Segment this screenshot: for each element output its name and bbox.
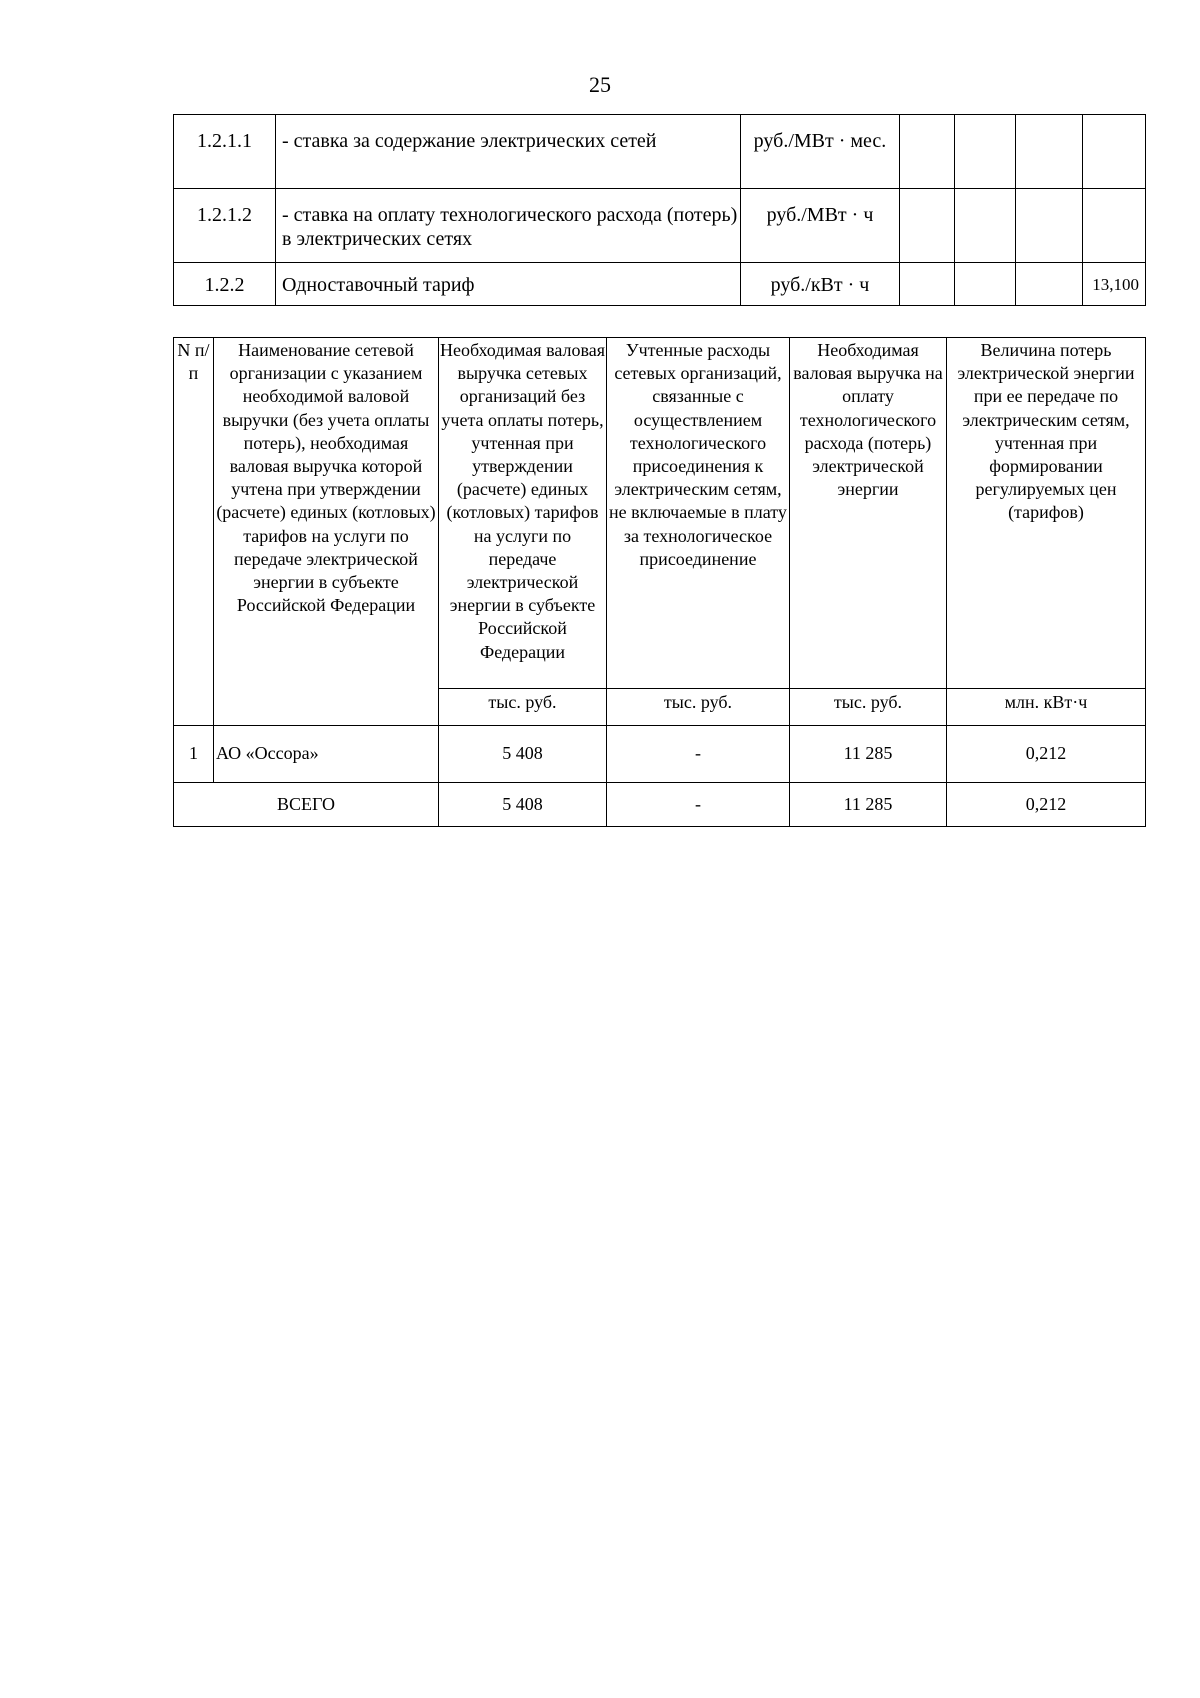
total-losses: 0,212	[947, 783, 1146, 827]
row-number: 1.2.1.2	[174, 189, 276, 263]
unit-expenses: тыс. руб.	[607, 689, 790, 726]
row-unit: руб./МВт · ч	[741, 189, 900, 263]
total-expenses: -	[607, 783, 790, 827]
total-nvv-losses: 11 285	[790, 783, 947, 827]
page-number: 25	[589, 72, 611, 97]
table-row	[174, 115, 1146, 189]
row-number: 1	[174, 726, 214, 783]
row-name: - ставка на оплату технологического расхода (потерь) в электрических сетях	[276, 189, 741, 263]
header-losses: Величина потерь электрической энергии при ее передаче по электрическим сетям, учтенная при формировании регулируемых цен (тарифов)	[947, 338, 1146, 689]
table-row	[174, 189, 1146, 263]
header-num: N п/п	[174, 338, 214, 726]
empty-cell	[1016, 263, 1083, 306]
nvv-value: 5 408	[439, 726, 607, 783]
unit-losses: млн. кВт·ч	[947, 689, 1146, 726]
row-name: Одноставочный тариф	[276, 263, 741, 306]
nvv-losses-value: 11 285	[790, 726, 947, 783]
network-organizations-table	[173, 337, 1146, 827]
row-number: 1.2.2	[174, 263, 276, 306]
row-value: 13,100	[1083, 263, 1146, 306]
empty-cell	[955, 189, 1016, 263]
header-nvv: Необходимая валовая выручка сетевых организаций без учета оплаты потерь, учтенная при утверждении (расчете) единых (котловых) тарифов на услуги по передаче электрической энергии в субъекте Российской Федерации	[439, 338, 607, 689]
losses-value: 0,212	[947, 726, 1146, 783]
empty-cell	[955, 263, 1016, 306]
row-name: - ставка за содержание электрических сетей	[276, 115, 741, 189]
row-value	[1083, 115, 1146, 189]
tariff-table	[173, 114, 1146, 306]
empty-cell	[955, 115, 1016, 189]
empty-cell	[1016, 189, 1083, 263]
unit-nvv-losses: тыс. руб.	[790, 689, 947, 726]
unit-nvv: тыс. руб.	[439, 689, 607, 726]
row-number: 1.2.1.1	[174, 115, 276, 189]
empty-cell	[900, 115, 955, 189]
row-value	[1083, 189, 1146, 263]
empty-cell	[900, 263, 955, 306]
total-label: ВСЕГО	[174, 783, 439, 827]
org-name: АО «Оссора»	[214, 726, 439, 783]
empty-cell	[900, 189, 955, 263]
table-row	[174, 263, 1146, 306]
total-row	[174, 783, 1146, 827]
total-nvv: 5 408	[439, 783, 607, 827]
header-row	[174, 338, 1146, 689]
table-row	[174, 726, 1146, 783]
expenses-value: -	[607, 726, 790, 783]
header-expenses: Учтенные расходы сетевых организаций, связанные с осуществлением технологического присоединения к электрическим сетям, не включаемые в плату за технологическое присоединение	[607, 338, 790, 689]
empty-cell	[1016, 115, 1083, 189]
header-org: Наименование сетевой организации с указанием необходимой валовой выручки (без учета оплаты потерь), необходимая валовая выручка которой учтена при утверждении (расчете) единых (котловых) тарифов на услуги по передаче электрической энергии в субъекте Российской Федерации	[214, 338, 439, 726]
row-unit: руб./МВт · мес.	[741, 115, 900, 189]
header-nvv-losses: Необходимая валовая выручка на оплату технологического расхода (потерь) электрической энергии	[790, 338, 947, 689]
row-unit: руб./кВт · ч	[741, 263, 900, 306]
